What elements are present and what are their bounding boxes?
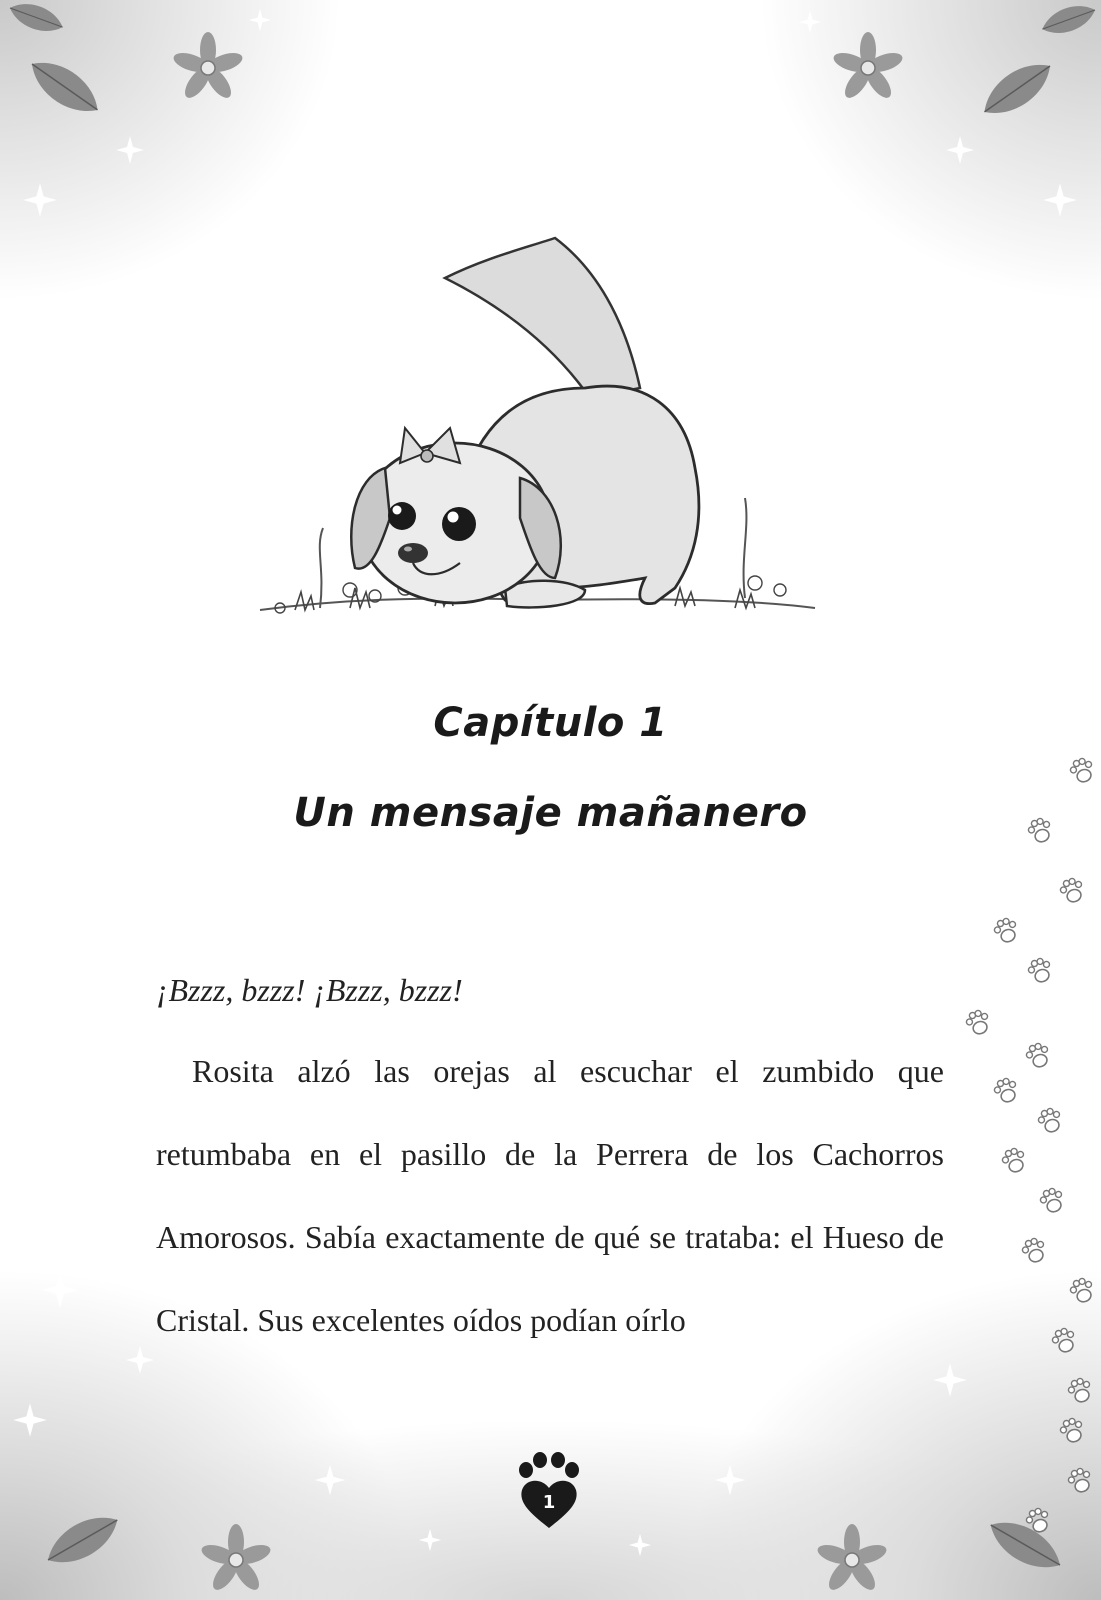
sparkle-icon — [126, 1346, 154, 1374]
sparkle-icon — [690, 20, 710, 40]
paw-print-icon — [1068, 1276, 1097, 1305]
sparkle-icon — [419, 1529, 441, 1551]
sound-effect-line: ¡Bzzz, bzzz! ¡Bzzz, bzzz! — [156, 972, 463, 1008]
paw-print-icon — [1036, 1106, 1065, 1135]
leaf-icon — [982, 1511, 1068, 1580]
paw-print-icon — [1058, 1416, 1087, 1445]
paw-print-icon — [1020, 1236, 1049, 1265]
leaf-icon — [1038, 0, 1099, 40]
paw-heart-icon — [514, 1450, 584, 1530]
paw-print-icon — [992, 916, 1021, 945]
sparkle-icon — [933, 1363, 967, 1397]
flower-icon — [199, 1524, 272, 1594]
sparkle-icon — [1043, 183, 1077, 217]
flower-icon — [831, 32, 904, 102]
paw-print-icon — [1000, 1146, 1029, 1175]
sparkle-icon — [946, 136, 974, 164]
paw-print-icon — [1066, 1466, 1095, 1495]
sparkle-icon — [629, 1534, 651, 1556]
paw-print-icon — [1038, 1186, 1067, 1215]
sparkle-icon — [315, 1465, 346, 1496]
chapter-title: Un mensaje mañanero — [293, 790, 808, 836]
sparkle-icon — [715, 1465, 746, 1496]
chapter-body — [156, 960, 944, 1362]
chapter-number: Capítulo 1 — [433, 700, 668, 746]
paw-print-icon — [1024, 1041, 1053, 1070]
flower-icon — [171, 32, 244, 102]
paw-print-icon — [1026, 956, 1055, 985]
paw-print-icon — [964, 1008, 993, 1037]
sparkle-icon — [42, 1272, 78, 1308]
paw-print-icon — [1066, 1376, 1095, 1405]
flower-icon — [815, 1524, 888, 1594]
leaf-icon — [975, 52, 1059, 125]
puppy-with-bow-illustration — [255, 228, 835, 638]
paw-print-icon — [1068, 756, 1097, 785]
body-paragraph: Rosita alzó las orejas al escuchar el zumbido que retumbaba en el pasillo de la Perrera de los Cachorros Amorosos. Sabía exactamente de qué se trataba: el Hueso de Cristal. Sus excelentes oídos podían oírlo — [156, 1053, 944, 1338]
page-number-badge — [514, 1450, 584, 1530]
sparkle-icon — [13, 1403, 47, 1437]
sparkle-icon — [116, 136, 144, 164]
leaf-icon — [23, 50, 107, 123]
paw-print-icon — [1058, 876, 1087, 905]
paw-print-icon — [1050, 1326, 1079, 1355]
paw-print-icon — [992, 1076, 1021, 1105]
sparkle-icon — [249, 9, 271, 31]
sparkle-icon — [23, 183, 57, 217]
page-number: 1 — [542, 1492, 556, 1513]
sparkle-icon — [799, 11, 821, 33]
sparkle-icon — [370, 20, 390, 40]
leaf-icon — [40, 1506, 126, 1575]
leaf-icon — [6, 0, 67, 38]
